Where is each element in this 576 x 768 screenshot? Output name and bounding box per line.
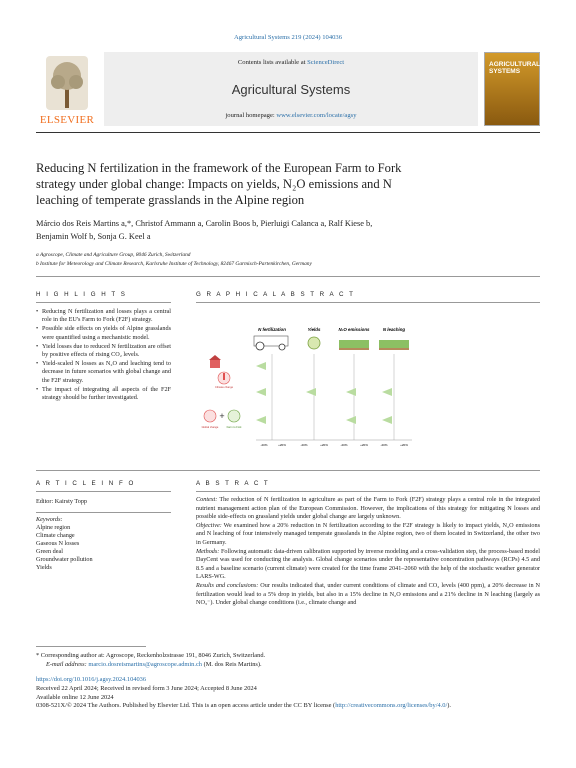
effect-arrow [256, 362, 266, 370]
effect-arrow [382, 388, 392, 396]
highlight-item: • Yield losses due to reduced N fertilization are offset by positive effects of rising CO₂ levels. [36, 343, 171, 359]
license-suffix: ). [447, 702, 451, 710]
footnote-rule [36, 646, 146, 647]
ga-col-label: Yields [307, 327, 321, 332]
highlights-list [36, 308, 171, 403]
ga-axis-tick: +20% [360, 443, 368, 447]
middle-rule [36, 470, 540, 471]
ga-row-label: Farm to Fork [226, 426, 242, 429]
ga-rule [196, 302, 540, 303]
abstract-body [196, 496, 540, 608]
sciencedirect-link[interactable]: ScienceDirect [307, 59, 345, 66]
ga-axis-tick: -20% [340, 443, 348, 447]
email-line [36, 661, 540, 670]
journal-cover[interactable] [484, 52, 540, 126]
journal-citation[interactable]: Agricultural Systems 219 (2024) 104036 [233, 34, 343, 41]
corresponding-author: * Corresponding author at: Agroscope, Reckenholzstrasse 191, 8046 Zurich, Switzerland. [36, 652, 266, 659]
abstract-results-label: Results and conclusions: [196, 581, 259, 589]
journal-banner [104, 52, 478, 126]
article-info-heading: A R T I C L E I N F O [36, 480, 136, 487]
ga-col-label: N fertilization [258, 327, 286, 332]
license-line [36, 702, 540, 711]
effect-arrow [346, 388, 356, 396]
publication-info [36, 676, 540, 711]
title-line-3: leaching of temperate grasslands in the Alpine region [36, 193, 305, 207]
homepage-line: journal homepage: www.elsevier.com/locate/agsy [225, 112, 357, 119]
masthead [36, 52, 540, 126]
abstract-methods [196, 548, 540, 582]
effect-arrows [256, 362, 392, 424]
keywords-rule [36, 512, 171, 513]
email-link[interactable]: marcio.dosreismartins@agroscope.admin.ch [88, 660, 202, 668]
keyword[interactable]: Alpine region [36, 524, 71, 531]
ga-axis-tick: +20% [400, 443, 408, 447]
footnote [36, 652, 540, 669]
abstract-heading: A B S T R A C T [196, 480, 270, 487]
header-rule [36, 132, 540, 133]
article-info-rule [36, 491, 171, 492]
abstract-objective [196, 522, 540, 548]
plus-icon: + [219, 411, 225, 421]
keywords-label: Keywords: [36, 516, 63, 523]
email-label: E-mail address: [46, 660, 89, 668]
title-line-1: Reducing N fertilization in the framework of the European Farm to Fork [36, 161, 402, 175]
elsevier-tree-icon [46, 56, 88, 110]
keyword[interactable]: Yields [36, 564, 52, 571]
farm-icon [209, 355, 221, 368]
tractor-icon [254, 336, 288, 350]
elsevier-logo[interactable] [36, 52, 98, 126]
highlights-rule [36, 302, 171, 303]
abstract-context-label: Context: [196, 496, 218, 503]
highlight-item: • Reducing N fertilization and losses plays a central role in the EU's Farm to Fork (F2F) strategy. [36, 308, 171, 324]
doi-link[interactable]: https://doi.org/10.1016/j.agsy.2024.104036 [36, 676, 147, 683]
author-list [36, 218, 540, 243]
ga-col-label: N₂O emissions [338, 327, 370, 332]
abstract-methods-text: Following automatic data-driven calibration supported by inverse modeling and a cross-validation step, the process-based model DayCent was used for conducting the analysis. Global change scenarios under the representative concentration pathways (RCPs) 4.5 and 8.5 and a baseline scenario (current climate) were created for the time frame 2041–2060 with the help of the stochastic weather generator LARS-WG. [196, 547, 540, 581]
authors-line-1[interactable]: Márcio dos Reis Martins a,*, Christof Ammann a, Carolin Boos b, Pierluigi Calanca a, Ralf Kiese b, [36, 219, 373, 228]
ga-axis-tick: +20% [320, 443, 328, 447]
abstract-results [196, 582, 540, 608]
global-change-icon [204, 410, 216, 422]
farm-to-fork-icon [228, 410, 240, 422]
abstract-objective-label: Objective: [196, 521, 222, 529]
article-title [36, 160, 540, 208]
received-dates: Received 22 April 2024; Received in revised form 3 June 2024; Accepted 8 June 2024 [36, 684, 257, 692]
ga-col-label: N leaching [382, 327, 406, 332]
grass-emission-icon [339, 340, 369, 350]
affiliation-a: a Agroscope, Climate and Agriculture Group, 8046 Zurich, Switzerland [36, 252, 191, 258]
elsevier-wordmark: ELSEVIER [39, 114, 95, 126]
authors-line-2[interactable]: Benjamin Wolf b, Sonja G. Keel a [36, 231, 151, 241]
highlight-item: • Yield-scaled N losses as N₂O and leaching tend to decrease in future scenarios with global change and the F2F strategy. [36, 360, 171, 385]
abstract-results-text: Our results indicated that, under current conditions of climate and CO₂ levels (400 ppm), a 20% decrease in N fertilization would lead to a 5% drop in yields, but also in a 15% decline in N₂O emissions and a 21% decline in N leaching (largely as NO₃⁻). Under global change conditions (i.e., climate change and [196, 581, 541, 607]
ga-axis-tick: -20% [380, 443, 388, 447]
grass-leaching-icon [379, 340, 409, 350]
keyword[interactable]: Climate change [36, 532, 75, 539]
effect-arrow [382, 416, 392, 424]
effect-arrow [346, 416, 356, 424]
available-online: Available online 12 June 2024 [36, 693, 114, 701]
keyword[interactable]: Green deal [36, 548, 63, 555]
article-info [36, 498, 171, 506]
homepage-link[interactable]: www.elsevier.com/locate/agsy [276, 112, 357, 119]
affiliation-b: b Institute for Meteorology and Climate Research, Karlsruhe Institute of Technology, 82467 Garmisch-Partenkirchen, Germany [36, 261, 312, 267]
graphical-abstract-heading: G R A P H I C A L A B S T R A C T [196, 291, 355, 298]
cover-title: AGRICULTURAL SYSTEMS [489, 61, 541, 75]
effect-arrow [306, 388, 316, 396]
highlights-heading: H I G H L I G H T S [36, 291, 127, 298]
ga-axis-tick: -20% [260, 443, 268, 447]
ga-row-label: Climate change [214, 386, 234, 389]
keyword[interactable]: Groundwater pollution [36, 556, 93, 563]
ga-row-label: Global change [201, 426, 219, 429]
license-prefix: 0308-521X/© 2024 The Authors. Published by Elsevier Ltd. This is an open access article under the CC BY license ( [36, 702, 336, 710]
title-line-2: strategy under global change: Impacts on yields, N₂O emissions and N [36, 177, 392, 191]
highlight-item: • The impact of integrating all aspects of the F2F strategy should be further investigated. [36, 386, 171, 402]
effect-arrow [256, 416, 266, 424]
affiliation-rule [36, 276, 540, 277]
editor: Editor: Kairsty Topp [36, 498, 88, 505]
email-suffix: (M. dos Reis Martins). [201, 660, 262, 668]
abstract-methods-label: Methods: [196, 547, 220, 555]
contents-line: Contents lists available at ScienceDirect [237, 59, 345, 66]
abstract-context [196, 496, 540, 522]
keyword[interactable]: Gaseous N losses [36, 540, 80, 547]
effect-arrow [256, 388, 266, 396]
hay-bale-icon [308, 337, 320, 349]
ga-axis-tick: +20% [278, 443, 286, 447]
abstract-objective-text: We examined how a 20% reduction in N fertilization according to the F2F strategy is likely to impact yields, N₂O emissions and N leaching of four intensively managed temperate grasslands in the Alpine region, two of them located in Switzerland, the other two in Germany. [196, 521, 540, 546]
keywords-block [36, 516, 171, 572]
thermometer-icon [218, 372, 230, 384]
highlight-item: • Possible side effects on yields of Alpine grasslands were quantified using a mechanistic model. [36, 325, 171, 341]
abstract-context-text: The reduction of N fertilization in agriculture as part of the Farm to Fork (F2F) strategy plays a central role in the integrated nutrient management action plan of the European Commission. However, the implications of this strategy for mitigating N losses and possible side-effects on grassland yields under global change are largely unknown. [196, 496, 540, 521]
abstract-rule [196, 491, 540, 492]
ga-axis-tick: -20% [300, 443, 308, 447]
graphical-abstract-figure[interactable] [196, 316, 540, 456]
license-link[interactable]: http://creativecommons.org/licenses/by/4.0/ [335, 702, 448, 710]
journal-title: Agricultural Systems [231, 82, 351, 97]
